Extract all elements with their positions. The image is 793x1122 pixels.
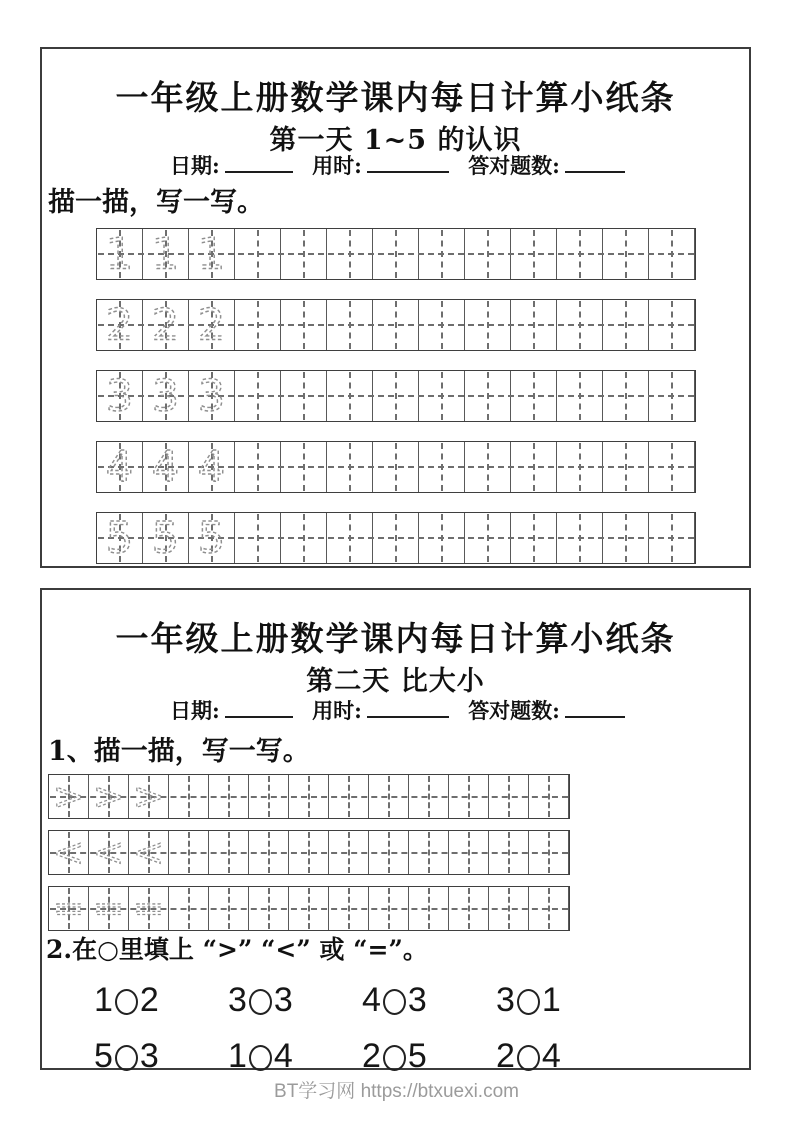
svg-text:1: 1 [197, 229, 226, 279]
trace-cell [143, 513, 189, 563]
trace-cell [129, 831, 169, 874]
svg-text:2: 2 [151, 300, 180, 350]
trace-cell [143, 300, 189, 350]
svg-text:5: 5 [151, 513, 180, 563]
trace-cell [89, 775, 129, 818]
trace-row [48, 830, 570, 875]
compare-item [362, 1036, 496, 1077]
left-number: 5 [94, 1037, 113, 1075]
right-number: 3 [407, 981, 427, 1019]
time-blank [367, 151, 449, 173]
right-number: 3 [139, 1037, 159, 1075]
trace-row [96, 441, 696, 493]
traced-symbol [143, 371, 188, 421]
right-number: 5 [407, 1037, 427, 1075]
trace-cell [143, 442, 189, 492]
traced-symbol [189, 442, 234, 492]
svg-text:=: = [92, 887, 125, 930]
trace-rows [96, 228, 696, 583]
answer-circle [517, 1045, 540, 1071]
trace-cell [129, 775, 169, 818]
right-number: 2 [139, 981, 159, 1019]
page-title: 一年级上册数学课内每日计算小纸条 [115, 78, 676, 118]
traced-symbol [143, 229, 188, 279]
meta-line [42, 696, 749, 724]
trace-cell [49, 775, 89, 818]
traced-symbol [89, 775, 128, 818]
score-label: 答对题数: [468, 153, 560, 178]
traced-symbol [129, 887, 168, 930]
trace-row [96, 512, 696, 564]
traced-symbol [97, 300, 142, 350]
compare-item [94, 980, 228, 1021]
svg-text:5: 5 [197, 513, 226, 563]
svg-text:2: 2 [105, 300, 134, 350]
trace-cell [97, 300, 143, 350]
left-number: 2 [496, 1037, 515, 1075]
left-number: 2 [362, 1037, 381, 1075]
svg-text:5: 5 [105, 513, 134, 563]
date-label: 日期: [170, 153, 220, 178]
trace-cell [49, 831, 89, 874]
answer-circle [249, 989, 272, 1015]
compare-item [228, 1036, 362, 1077]
trace-cell [49, 887, 89, 930]
traced-symbol [189, 300, 234, 350]
score-blank [565, 696, 625, 718]
time-blank [367, 696, 449, 718]
traced-symbol [49, 831, 88, 874]
right-number: 4 [273, 1037, 293, 1075]
trace-cell [97, 371, 143, 421]
answer-circle [115, 989, 138, 1015]
traced-symbol [49, 775, 88, 818]
date-label: 日期: [170, 698, 220, 723]
compare-item [496, 1036, 630, 1077]
traced-symbol [97, 513, 142, 563]
svg-text:4: 4 [197, 442, 226, 492]
answer-circle [115, 1045, 138, 1071]
answer-circle [383, 989, 406, 1015]
svg-text:3: 3 [151, 371, 180, 421]
worksheet-day2-card [40, 588, 751, 1075]
trace-cell [89, 887, 129, 930]
trace-cell [189, 513, 235, 563]
date-blank [225, 151, 293, 173]
svg-text:1: 1 [105, 229, 134, 279]
footer-watermark: BT学习网 https://btxuexi.com [274, 1081, 519, 1102]
meta-line [42, 151, 749, 179]
trace-row [48, 774, 570, 819]
trace-cell [97, 513, 143, 563]
svg-text:1: 1 [151, 229, 180, 279]
traced-symbol [189, 371, 234, 421]
svg-text:>: > [92, 775, 125, 818]
svg-text:=: = [52, 887, 85, 930]
trace-row [48, 886, 570, 931]
trace-cell [189, 442, 235, 492]
page-title: 一年级上册数学课内每日计算小纸条 [115, 619, 676, 659]
svg-text:4: 4 [105, 442, 134, 492]
compare-item [362, 980, 496, 1021]
compare-item [228, 980, 362, 1021]
traced-symbol [143, 442, 188, 492]
traced-symbol [143, 513, 188, 563]
traced-symbol [143, 300, 188, 350]
traced-symbol [97, 371, 142, 421]
right-number: 1 [541, 981, 561, 1019]
trace-cell [143, 371, 189, 421]
traced-symbol [49, 887, 88, 930]
traced-symbol [89, 831, 128, 874]
compare-heading: 2.在○里填上 “>” “<” 或 “=”。 [46, 935, 428, 964]
svg-text:2: 2 [197, 300, 226, 350]
svg-text:=: = [132, 887, 165, 930]
answer-circle [383, 1045, 406, 1071]
traced-symbol [89, 887, 128, 930]
right-number: 3 [273, 981, 293, 1019]
day1-subtitle: 第一天 1~5 的认识 [269, 125, 522, 157]
right-number: 4 [541, 1037, 561, 1075]
svg-text:>: > [52, 775, 85, 818]
time-label: 用时: [312, 153, 362, 178]
svg-text:4: 4 [151, 442, 180, 492]
trace-cell [97, 229, 143, 279]
trace-heading: 1、描一描，写一写。 [48, 736, 310, 767]
trace-heading: 描一描，写一写。 [48, 187, 264, 218]
answer-circle [517, 989, 540, 1015]
left-number: 3 [228, 981, 247, 1019]
trace-cell [129, 887, 169, 930]
left-number: 1 [228, 1037, 247, 1075]
compare-item [94, 1036, 228, 1077]
traced-symbol [189, 229, 234, 279]
score-blank [565, 151, 625, 173]
left-number: 4 [362, 981, 381, 1019]
trace-cell [189, 371, 235, 421]
trace-cell [189, 229, 235, 279]
svg-text:>: > [132, 775, 165, 818]
trace-rows [48, 774, 570, 942]
compare-row [42, 980, 749, 1021]
left-number: 1 [94, 981, 113, 1019]
compare-row [42, 1036, 749, 1077]
trace-row [96, 228, 696, 280]
score-label: 答对题数: [468, 698, 560, 723]
svg-text:<: < [132, 831, 165, 874]
compare-item [496, 980, 630, 1021]
date-blank [225, 696, 293, 718]
traced-symbol [97, 229, 142, 279]
svg-text:<: < [92, 831, 125, 874]
trace-cell [143, 229, 189, 279]
svg-text:<: < [52, 831, 85, 874]
worksheet-day1-card [40, 47, 751, 568]
traced-symbol [129, 775, 168, 818]
day2-subtitle: 第二天 比大小 [306, 666, 485, 698]
traced-symbol [189, 513, 234, 563]
svg-text:3: 3 [105, 371, 134, 421]
trace-cell [189, 300, 235, 350]
trace-cell [89, 831, 129, 874]
traced-symbol [129, 831, 168, 874]
svg-text:3: 3 [197, 371, 226, 421]
trace-row [96, 299, 696, 351]
trace-row [96, 370, 696, 422]
time-label: 用时: [312, 698, 362, 723]
answer-circle [249, 1045, 272, 1071]
traced-symbol [97, 442, 142, 492]
trace-cell [97, 442, 143, 492]
left-number: 3 [496, 981, 515, 1019]
